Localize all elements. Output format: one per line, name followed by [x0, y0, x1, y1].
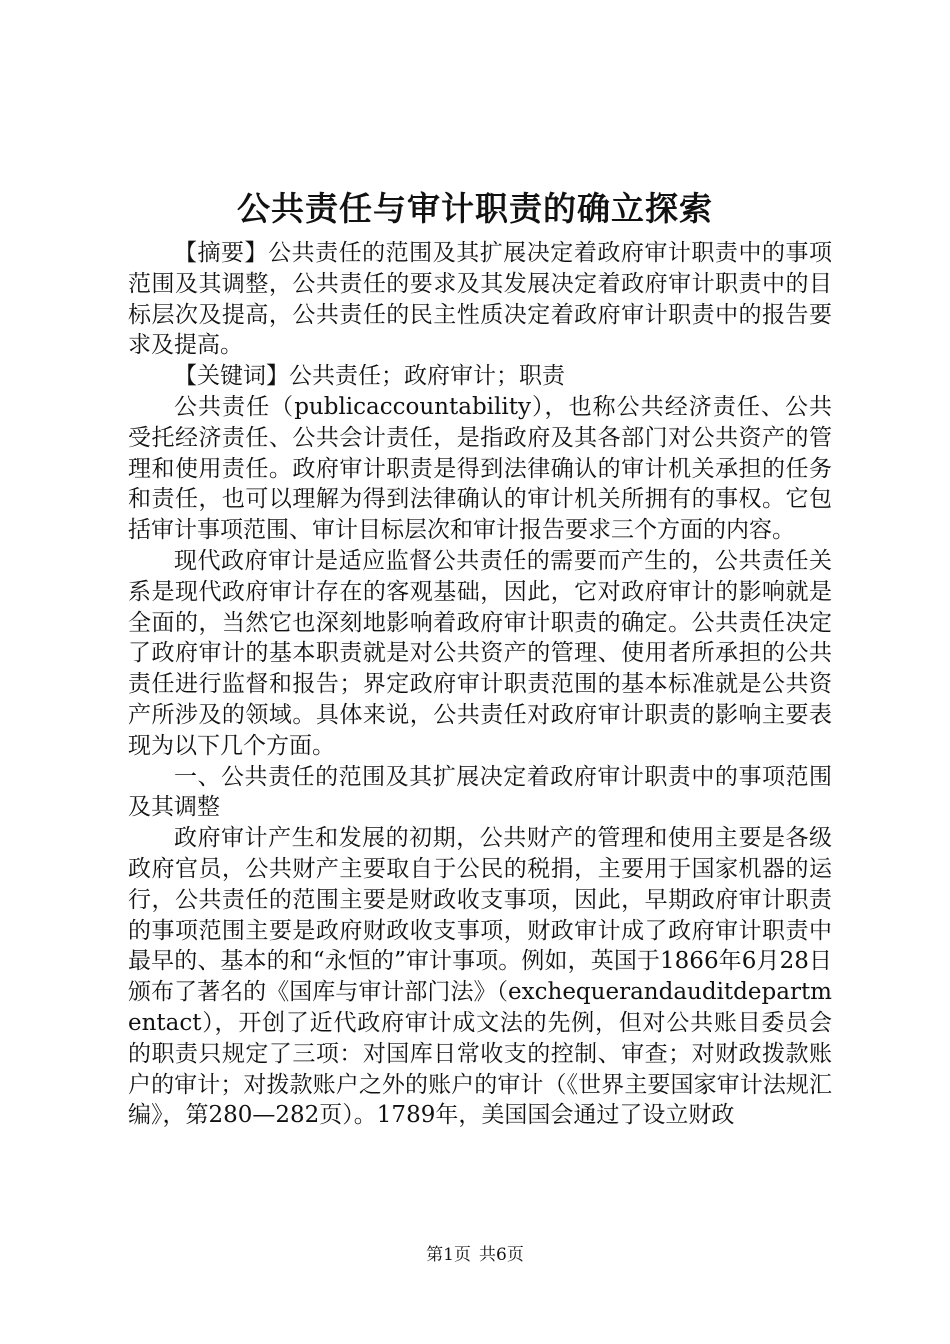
abstract-paragraph: 【摘要】公共责任的范围及其扩展决定着政府审计职责中的事项范围及其调整，公共责任的要求及其发展决定着政府审计职责中的目标层次及提高，公共责任的民主性质决定着政府审计职责中的报告要求及提高。: [128, 240, 832, 359]
body-paragraph: 公共责任（publicaccountability），也称公共经济责任、公共受托经济责任、公共会计责任，是指政府及其各部门对公共资产的管理和使用责任。政府审计职责是得到法律确认的审计机关承担的任务和责任，也可以理解为得到法律确认的审计机关所拥有的事权。它包括审计事项范围、审计目标层次和审计报告要求三个方面的内容。: [128, 393, 832, 544]
document-body: [128, 238, 832, 1131]
page-footer: [0, 1243, 950, 1267]
section-heading: 一、公共责任的范围及其扩展决定着政府审计职责中的事项范围及其调整: [128, 763, 832, 821]
page-total: 共6页: [479, 1245, 524, 1265]
page-number: 第1页: [426, 1245, 471, 1265]
keywords-paragraph: 【关键词】公共责任；政府审计；职责: [174, 363, 565, 390]
body-paragraph: 政府审计产生和发展的初期，公共财产的管理和使用主要是各级政府官员，公共财产主要取自于公民的税捐，主要用于国家机器的运行，公共责任的范围主要是财政收支事项，因此，早期政府审计职责的事项范围主要是政府财政收支事项，财政审计成了政府审计职责中最早的、基本的和“永恒的”审计事项。例如，英国于1866年6月28日颁布了著名的《国库与审计部门法》（exchequerandauditdepartmentact），开创了近代政府审计成文法的先例，但对公共账目委员会的职责只规定了三项：对国库日常收支的控制、审查；对财政拨款账户的审计；对拨款账户之外的账户的审计（《世界主要国家审计法规汇编》，第280—282页）。1789年，美国国会通过了设立财政: [128, 825, 832, 1129]
body-paragraph: 现代政府审计是适应监督公共责任的需要而产生的，公共责任关系是现代政府审计存在的客观基础，因此，它对政府审计的影响就是全面的，当然它也深刻地影响着政府审计职责的确定。公共责任决定了政府审计的基本职责就是对公共资产的管理、使用者所承担的公共责任进行监督和报告；界定政府审计职责范围的基本标准就是公共资产所涉及的领域。具体来说，公共责任对政府审计职责的影响主要表现为以下几个方面。: [128, 547, 832, 759]
document-title: 公共责任与审计职责的确立探索: [237, 189, 713, 228]
